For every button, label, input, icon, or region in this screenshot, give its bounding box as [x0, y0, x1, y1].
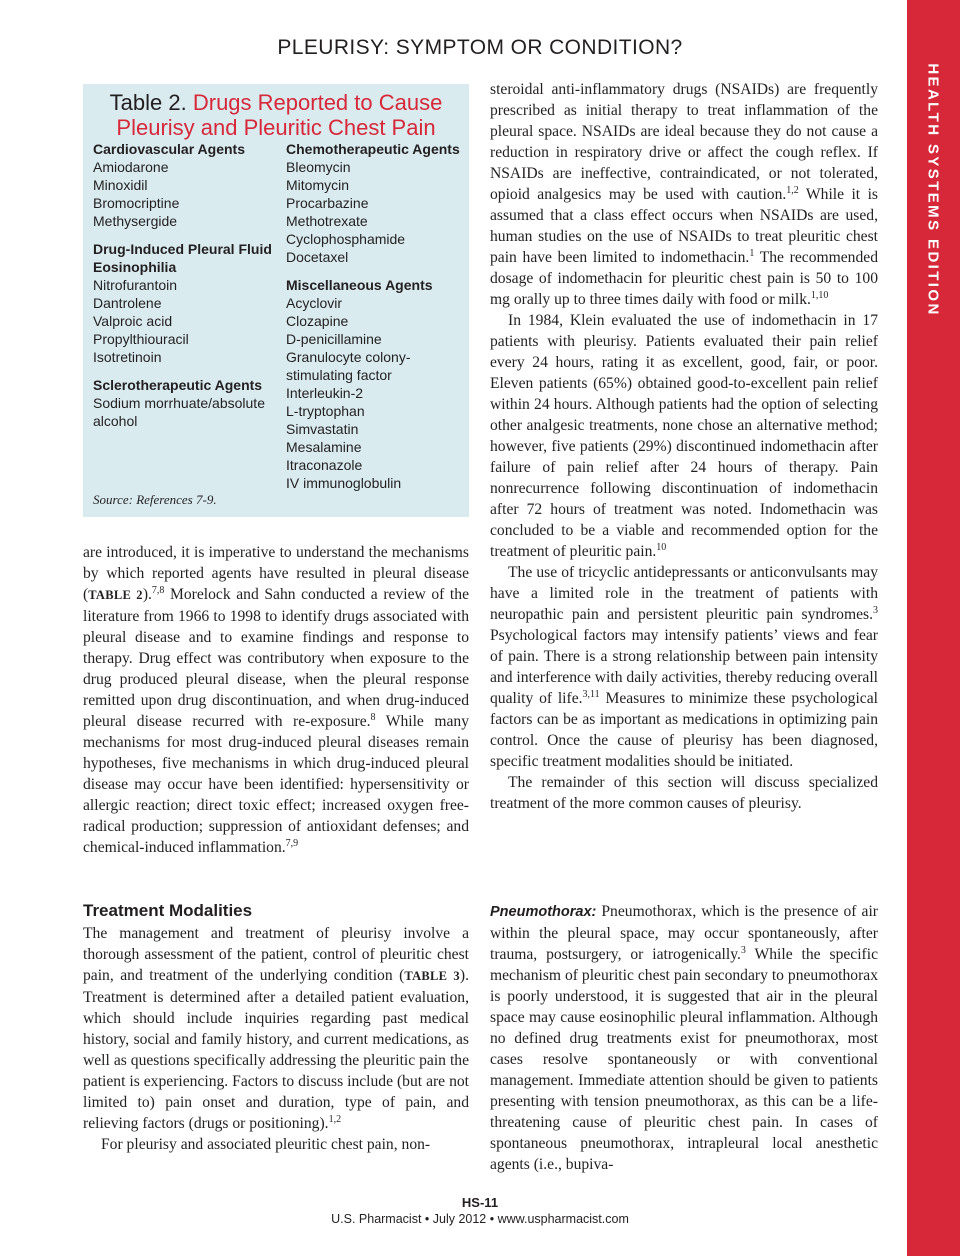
treatment-section [83, 900, 469, 1155]
citation: 1,10 [810, 290, 829, 301]
table-caption: Drugs Reported to Cause Pleurisy and Pleuritic Chest Pain [116, 90, 443, 140]
citation: 1,2 [786, 185, 799, 196]
paragraph: The management and treatment of pleurisy involve a thorough assessment of the patient, control of pleuritic chest pain, and treatment of the underlying condition (TABLE 3). Treatment is determined after a detailed patient evaluation, which should include inquiries regarding past medical history, social and family history, and current medications, as well as questions specifically addressing the pleuritic pain the patient is experiencing. Factors to discuss include (but are not limited to) pain onset and duration, type of pain, and relieving factors (drugs or positioning).$^{1,2}$ [83, 925, 469, 1132]
paragraph: The remainder of this section will discuss specialized treatment of the more common causes of pleurisy. [490, 774, 878, 812]
paragraph: In 1984, Klein evaluated the use of indomethacin in 17 patients with pleurisy. Patients evaluated their pain relief every 24 hours, rating it as excellent, good, fair, or poor. Eleven patients (65%) obtained good-to-excellent pain relief within 24 hours. Although patients had the option of selecting other analgesic treatments, none chose an alternative method; however, five patients (29%) discontinued indomethacin after failure of pain relief after 24 hours of therapy. Pain nonrecurrence following discontinuation of indomethacin after 72 hours of treatment was noted. Indomethacin was concluded to be a viable and recommended option for the treatment of pleuritic pain.$^{10}$ [490, 312, 878, 560]
table-right-column [286, 140, 466, 492]
paragraph: The use of tricyclic antidepressants or anticonvulsants may have a limited role in the treatment of patients with neuropathic pain and persistent pleuritic pain syndromes.$^3$ Psychological factors may intensify patients’ views and fear of pain. There is a strong relationship between pain intensity and interference with daily activities, thereby reducing overall quality of life.$^{3,11}$ Measures to minimize these psychological factors can be as important as medications in optimizing pain control. Once the cause of pleurisy has been diagnosed, specific treatment modalities should be initiated. [490, 564, 878, 770]
table-category: Chemotherapeutic Agents [286, 141, 460, 157]
citation: 3 [740, 945, 746, 956]
paragraph: steroidal anti-inflammatory drugs (NSAIDs) are frequently prescribed as initial therapy to treat inflammation of the pleural space. NSAIDs are ideal because they do not cause a reduction in respiratory drive or affect the cough reflex. If NSAIDs are ineffective, contraindicated, or not tolerated, opioid analgesics may be used with caution.$^{1,2}$ While it is assumed that a class effect occurs when NSAIDs are used, human studies on the use of NSAIDs to treat pleuritic chest pain have been limited to indomethacin.$^1$ The recommended dosage of indomethacin for pleuritic chest pain is 50 to 100 mg orally up to three times daily with food or milk.$^{1,10}$ [490, 81, 878, 308]
section-heading: Treatment Modalities [83, 901, 253, 920]
table-item: Cyclophosphamide [286, 231, 406, 247]
table-item: Procarbazine [286, 195, 369, 211]
table-left-column [93, 140, 279, 430]
pneumothorax-section [490, 901, 878, 1175]
table-reference: TABLE 3 [404, 969, 460, 983]
table-item: Itraconazole [286, 457, 363, 473]
table-item: Valproic acid [93, 313, 173, 329]
table-item: Bleomycin [286, 159, 351, 175]
running-head: PLEURISY: SYMPTOM OR CONDITION? [277, 36, 683, 59]
citation: 1 [749, 248, 755, 259]
citation: 3,11 [582, 689, 600, 700]
table-category: Cardiovascular Agents [93, 141, 245, 157]
citation: 1,2 [328, 1114, 342, 1125]
table-category: Miscellaneous Agents [286, 277, 433, 293]
table-item: Mitomycin [286, 177, 350, 193]
page-number: HS-11 [461, 1195, 499, 1210]
table-item: Granulocyte colony-stimulating factor [286, 349, 411, 383]
table-category: Drug-Induced Pleural Fluid Eosinophilia [93, 241, 272, 275]
right-column-text [490, 79, 878, 814]
table-item: Mesalamine [286, 439, 362, 455]
table-item: Interleukin-2 [286, 385, 364, 401]
citation: 7,8 [151, 585, 165, 596]
table-item: Clozapine [286, 313, 349, 329]
table-item: IV immunoglobulin [286, 475, 402, 491]
table-2 [83, 84, 469, 517]
table-item: L-tryptophan [286, 403, 365, 419]
citation: 7,9 [285, 838, 299, 849]
paragraph: Pneumothorax: Pneumothorax, which is the presence of air within the pleural space, may occur spontaneously, after trauma, postsurgery, or iatrogenically.$^3$ While the specific mechanism of pleuritic chest pain secondary to pneumothorax is poorly understood, it is suggested that air in the pleural space may cause eosinophilic pleural inflammation. Although no defined drug treatments exist for pneumothorax, most cases resolve spontaneously or with conventional management. Immediate attention should be given to patients presenting with tension pneumothorax, as this can be a life-threatening cause of pleuritic chest pain. In cases of spontaneous pneumothorax, intrapleural local anesthetic agents (i.e., bupiva- [490, 903, 878, 1173]
table-item: Simvastatin [286, 421, 359, 437]
page-footer [0, 1195, 960, 1227]
table-item: Acyclovir [286, 295, 343, 311]
edition-label: HEALTH SYSTEMS EDITION [924, 63, 942, 317]
paragraph: are introduced, it is imperative to understand the mechanisms by which reported agents have resulted in pleural disease (TABLE 2).$^{7,8}$ Morelock and Sahn conducted a review of the literature from 1966 to 1998 to identify drugs associated with pleural disease and to examine findings and response to therapy. Drug effect was contributory when exposure to the drug produced pleural disease, when the pleural response remitted upon drug discontinuation, and when drug-induced pleural disease recurred with re-exposure.$^8$ While many mechanisms for most drug-induced pleural diseases remain hypotheses, five mechanisms in which drug-induced pleural disease may occur have been identified: hypersensitivity or allergic reaction; direct toxic effect; increased oxygen free-radical production; suppression of antioxidant defenses; and chemical-induced inflammation.$^{7,9}$ [83, 544, 469, 856]
citation: 10 [656, 542, 667, 553]
table-item: Sodium morrhuate/absolute alcohol [93, 395, 265, 429]
citation: 3 [873, 605, 878, 616]
table-item: D-penicillamine [286, 331, 382, 347]
edition-side-band [907, 0, 960, 1256]
table-item: Nitrofurantoin [93, 277, 178, 293]
table-item: Methysergide [93, 213, 178, 229]
table-source: Source: References 7-9. [93, 492, 217, 507]
citation: 8 [370, 712, 376, 723]
run-in-heading: Pneumothorax: [490, 904, 597, 920]
table-item: Propylthiouracil [93, 331, 189, 347]
table-item: Methotrexate [286, 213, 368, 229]
table-number: Table 2. [109, 90, 187, 115]
table-category: Sclerotherapeutic Agents [93, 377, 263, 393]
footer-line: U.S. Pharmacist • July 2012 • www.uspharmacist.com [331, 1212, 629, 1226]
table-item: Amiodarone [93, 159, 169, 175]
table-item: Minoxidil [93, 177, 148, 193]
table-item: Docetaxel [286, 249, 349, 265]
paragraph: For pleurisy and associated pleuritic chest pain, non- [101, 1136, 431, 1153]
table-item: Bromocriptine [93, 195, 180, 211]
table-item: Dantrolene [93, 295, 162, 311]
table-item: Isotretinoin [93, 349, 162, 365]
table-title [83, 90, 469, 140]
left-column-text [83, 542, 469, 858]
table-reference: TABLE 2 [88, 588, 143, 602]
